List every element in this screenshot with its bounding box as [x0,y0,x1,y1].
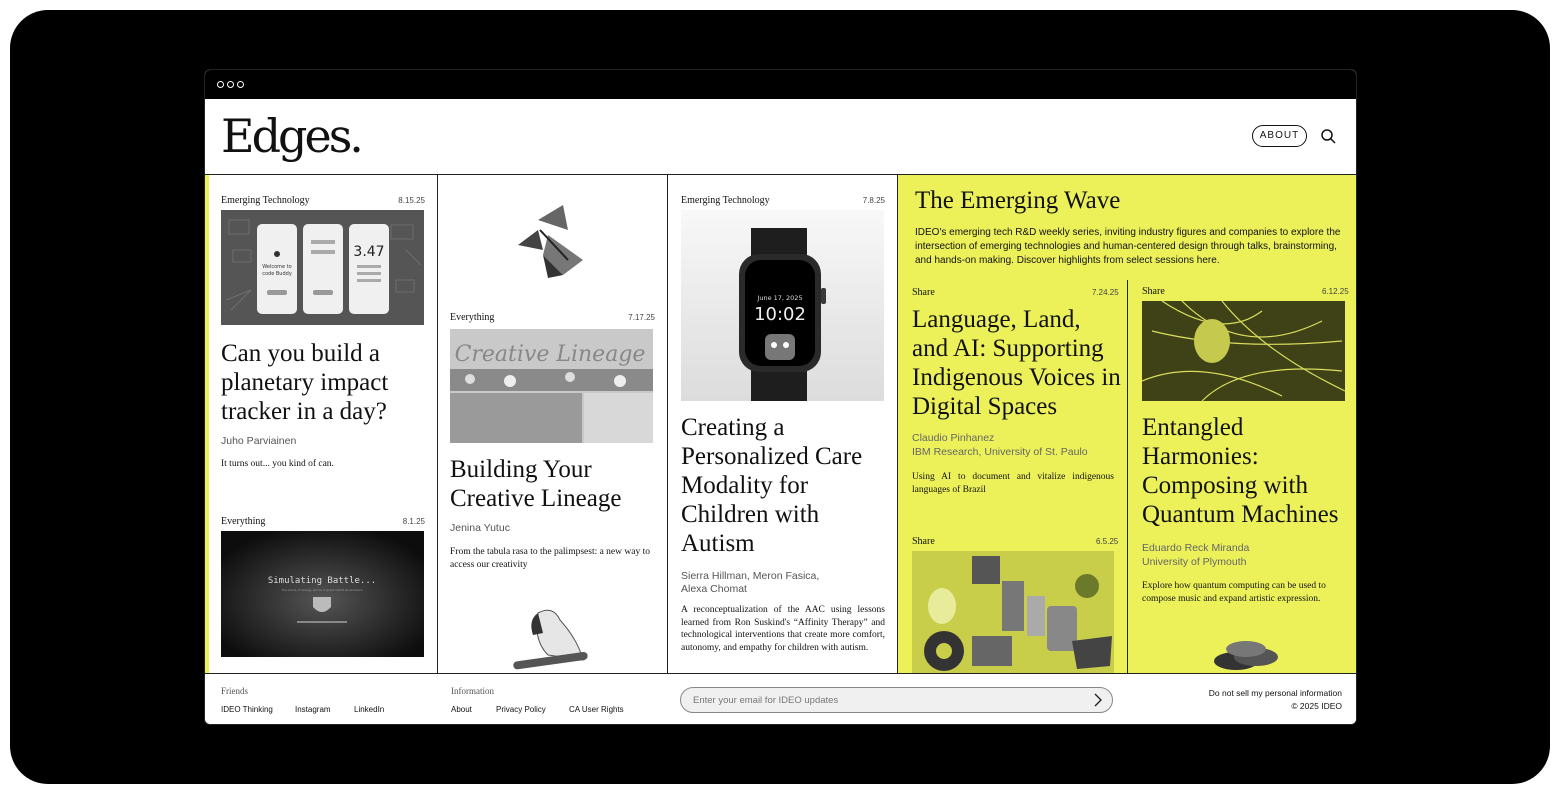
article-title[interactable]: Building Your Creative Lineage [450,456,622,512]
article-image-game-screen[interactable] [221,531,424,657]
site-logo[interactable]: Edges. [221,109,361,163]
svg-text:code Buddy: code Buddy [262,271,292,277]
article-affiliation: University of Plymouth [1142,556,1247,568]
window-dot-icon[interactable] [227,81,234,88]
emerging-wave-section [898,175,1357,673]
game-screen-illustration [221,531,424,657]
article-category[interactable]: Everything [450,312,495,323]
watch-date-text: June 17, 2025 [757,294,803,302]
article-image-quantum-machine[interactable] [1142,301,1345,401]
collage-title-text: Creative Lineage [454,342,646,367]
feature-description: IDEO's emerging tech R&D weekly series, inviting industry figures and companies to explore the intersection of emerging technologies and human-centered design through talks, brainstorming, and hands-on making. Discover highlights from select sessions here. [915,227,1341,266]
article-image-app-screens[interactable] [221,210,424,325]
article-title[interactable]: Creating a Personalized Care Modality for Children with Autism [681,414,863,557]
article-title[interactable]: Language, Land, and AI: Supporting Indigenous Voices in Digital Spaces [912,306,1121,420]
article-affiliation: IBM Research, University of St. Paulo [912,446,1088,458]
article-description: From the tabula rasa to the palimpsest: a new way to access our creativity [450,547,650,570]
game-screen-title: Simulating Battle... [267,576,377,586]
article-category[interactable]: Share [912,536,935,547]
footer-link-ca-user-rights[interactable]: CA User Rights [569,705,624,714]
article-category[interactable]: Share [1142,286,1165,297]
window-dot-icon[interactable] [237,81,244,88]
coins-illustration [1206,637,1286,673]
article-description: A reconceptualization of the AAC using lessons learned from Ron Suskind's “Affinity Therapy” and technological interventions that create more comfort, autonomy, and empathy for children with autism. [681,605,885,653]
article-column-2 [438,175,668,673]
article-date: 6.5.25 [1096,537,1119,546]
article-date: 7.8.25 [862,196,885,205]
article-description: Explore how quantum computing can be used to compose music and expand artistic expression. [1142,581,1326,604]
article-image-creative-lineage[interactable] [450,329,653,443]
window-dot-icon[interactable] [217,81,224,88]
article-image-smartwatch[interactable] [681,210,884,401]
footer-friends-heading: Friends [221,686,248,696]
article-date: 8.1.25 [402,517,425,526]
footer-link-linkedin[interactable]: LinkedIn [354,705,385,714]
article-date: 7.17.25 [628,313,655,322]
article-title[interactable]: Can you build a planetary impact tracker in a day? [221,340,389,425]
article-author[interactable]: Jenina Yutuc [450,522,510,534]
article-author[interactable]: Juho Parviainen [221,435,297,447]
email-signup-field [680,687,1113,713]
site-header [205,99,1356,175]
article-author[interactable]: Eduardo Reck Miranda [1142,542,1250,554]
article-category[interactable]: Share [912,287,935,298]
bird-illustration [508,605,593,673]
article-authors[interactable]: Sierra Hillman, Meron Fasica, Alexa Chomat [681,570,820,595]
article-author[interactable]: Claudio Pinhanez [912,432,995,444]
do-not-sell-link[interactable]: Do not sell my personal information [1208,688,1342,698]
svg-text:The arena of energy will be a: The arena of energy will be a great rabbit showndown [281,588,363,592]
search-icon[interactable] [1319,127,1339,147]
footer-link-about[interactable]: About [451,705,472,714]
site-footer [205,673,1356,725]
objects-collage-illustration [912,551,1114,673]
collage-illustration [450,329,653,443]
article-category[interactable]: Emerging Technology [221,195,310,206]
article-category[interactable]: Emerging Technology [681,195,770,206]
quantum-machine-illustration [1142,301,1345,401]
article-column-1 [209,175,438,673]
article-image-objects-collage[interactable] [912,551,1114,673]
article-description: It turns out... you kind of can. [221,459,334,469]
moth-illustration [508,200,593,280]
footer-link-instagram[interactable]: Instagram [295,705,331,714]
svg-text:Welcome to: Welcome to [262,264,292,270]
email-input[interactable] [693,692,1073,708]
browser-window [204,69,1357,725]
footer-link-privacy-policy[interactable]: Privacy Policy [496,705,546,714]
article-column-3 [668,175,898,673]
smartwatch-illustration [681,210,884,401]
svg-text:3.47: 3.47 [353,244,385,260]
feature-title[interactable]: The Emerging Wave [915,187,1121,214]
window-chrome [205,70,1356,99]
feature-divider [1127,280,1128,673]
chevron-right-icon[interactable] [1092,693,1104,707]
footer-link-ideo-thinking[interactable]: IDEO Thinking [221,705,273,714]
article-category[interactable]: Everything [221,516,266,527]
app-sketch-illustration [221,210,424,325]
article-description: Using AI to document and vitalize indigenous languages of Brazil [912,472,1114,495]
watch-time-text: 10:02 [754,304,806,325]
article-title[interactable]: Entangled Harmonies: Composing with Quantum Machines [1142,414,1339,528]
article-date: 6.12.25 [1322,287,1349,296]
article-date: 8.15.25 [398,196,425,205]
footer-information-heading: Information [451,686,494,696]
copyright-text: © 2025 IDEO [1291,701,1342,711]
about-button[interactable]: ABOUT [1252,125,1307,147]
article-date: 7.24.25 [1092,288,1119,297]
